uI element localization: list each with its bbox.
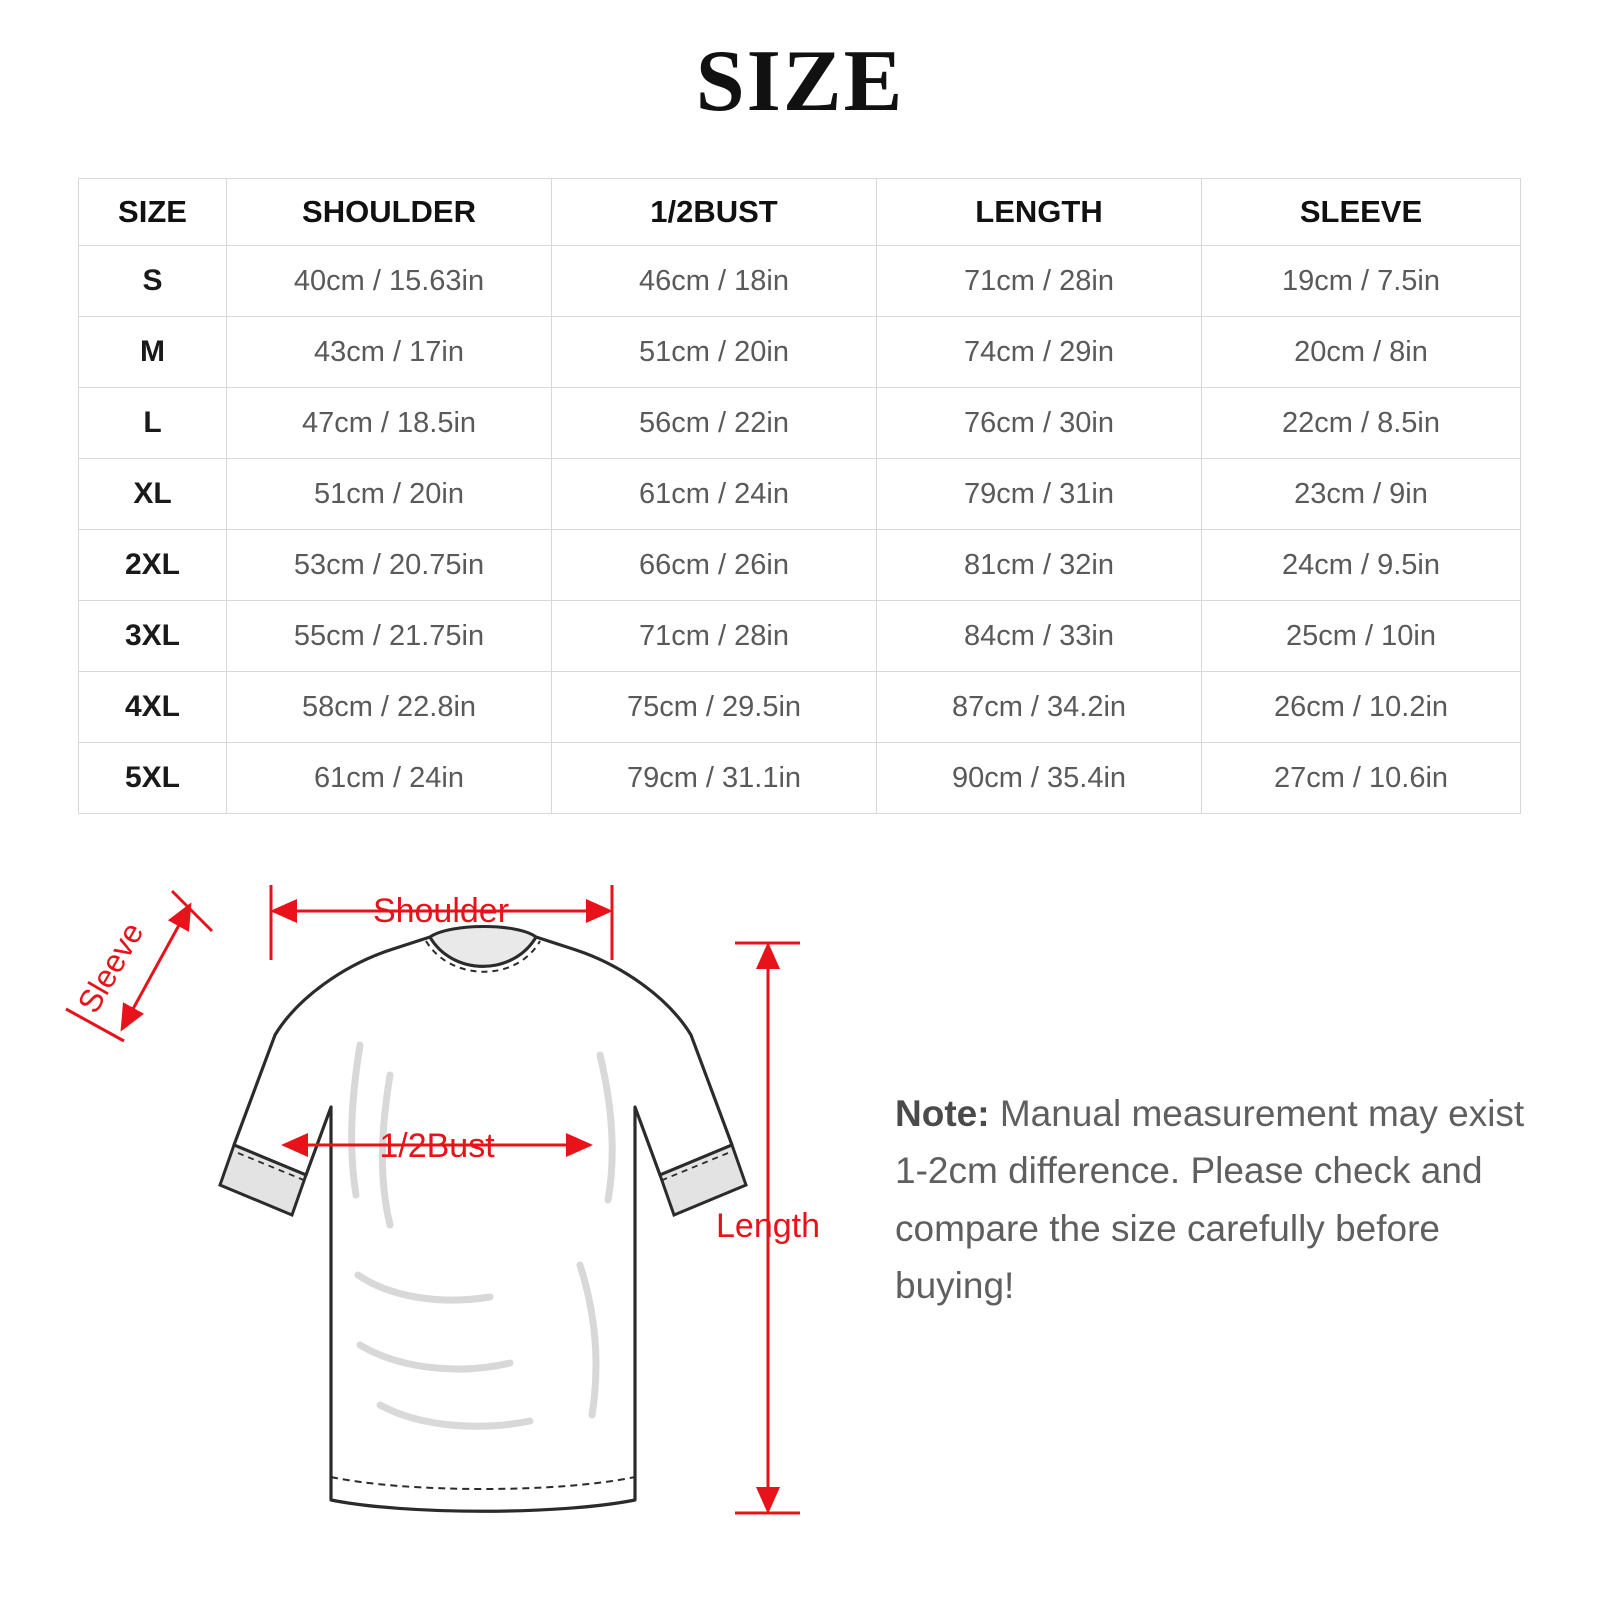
column-header-length: LENGTH [877,179,1202,246]
note-text [895,1085,1535,1314]
cell-shoulder: 47cm / 18.5in [227,388,552,459]
sleeve-label: Sleeve [70,916,151,1019]
table-row [79,388,1521,459]
cell-sleeve: 20cm / 8in [1202,317,1521,388]
cell-size: 3XL [79,601,227,672]
cell-shoulder: 53cm / 20.75in [227,530,552,601]
cell-length: 90cm / 35.4in [877,743,1202,814]
cell-shoulder: 40cm / 15.63in [227,246,552,317]
cell-bust: 66cm / 26in [552,530,877,601]
cell-bust: 71cm / 28in [552,601,877,672]
cell-bust: 46cm / 18in [552,246,877,317]
cell-sleeve: 19cm / 7.5in [1202,246,1521,317]
sleeve-measure [66,891,212,1041]
table-row [79,317,1521,388]
cell-sleeve: 27cm / 10.6in [1202,743,1521,814]
cell-sleeve: 23cm / 9in [1202,459,1521,530]
table-row [79,672,1521,743]
cell-size: S [79,246,227,317]
cell-size: 5XL [79,743,227,814]
cell-sleeve: 25cm / 10in [1202,601,1521,672]
cell-shoulder: 43cm / 17in [227,317,552,388]
bust-label: 1/2Bust [379,1127,495,1165]
cell-bust: 56cm / 22in [552,388,877,459]
cell-bust: 79cm / 31.1in [552,743,877,814]
length-label: Length [716,1207,820,1245]
table-row [79,530,1521,601]
cell-shoulder: 58cm / 22.8in [227,672,552,743]
cell-size: L [79,388,227,459]
cell-size: 2XL [79,530,227,601]
column-header-shoulder: SHOULDER [227,179,552,246]
measurement-diagram [60,845,880,1565]
cell-length: 71cm / 28in [877,246,1202,317]
cell-shoulder: 55cm / 21.75in [227,601,552,672]
table-row [79,246,1521,317]
cell-length: 87cm / 34.2in [877,672,1202,743]
cell-bust: 75cm / 29.5in [552,672,877,743]
cell-length: 79cm / 31in [877,459,1202,530]
cell-sleeve: 22cm / 8.5in [1202,388,1521,459]
cell-sleeve: 26cm / 10.2in [1202,672,1521,743]
cell-bust: 61cm / 24in [552,459,877,530]
shoulder-label: Shoulder [372,892,510,930]
note-label: Note: [895,1093,990,1134]
table-row [79,459,1521,530]
page-title: SIZE [695,33,905,130]
cell-length: 76cm / 30in [877,388,1202,459]
cell-length: 84cm / 33in [877,601,1202,672]
column-header-size: SIZE [79,179,227,246]
cell-bust: 51cm / 20in [552,317,877,388]
tshirt-illustration [220,927,746,1512]
table-row [79,743,1521,814]
cell-shoulder: 51cm / 20in [227,459,552,530]
cell-size: M [79,317,227,388]
cell-sleeve: 24cm / 9.5in [1202,530,1521,601]
cell-length: 74cm / 29in [877,317,1202,388]
note-body: Manual measurement may exist 1-2cm difference. Please check and compare the size carefully before buying! [895,1093,1525,1307]
cell-size: XL [79,459,227,530]
column-header-bust: 1/2BUST [552,179,877,246]
table-row [79,601,1521,672]
table-header-row [79,179,1521,246]
cell-shoulder: 61cm / 24in [227,743,552,814]
cell-size: 4XL [79,672,227,743]
size-chart-table [78,178,1521,814]
cell-length: 81cm / 32in [877,530,1202,601]
column-header-sleeve: SLEEVE [1202,179,1521,246]
